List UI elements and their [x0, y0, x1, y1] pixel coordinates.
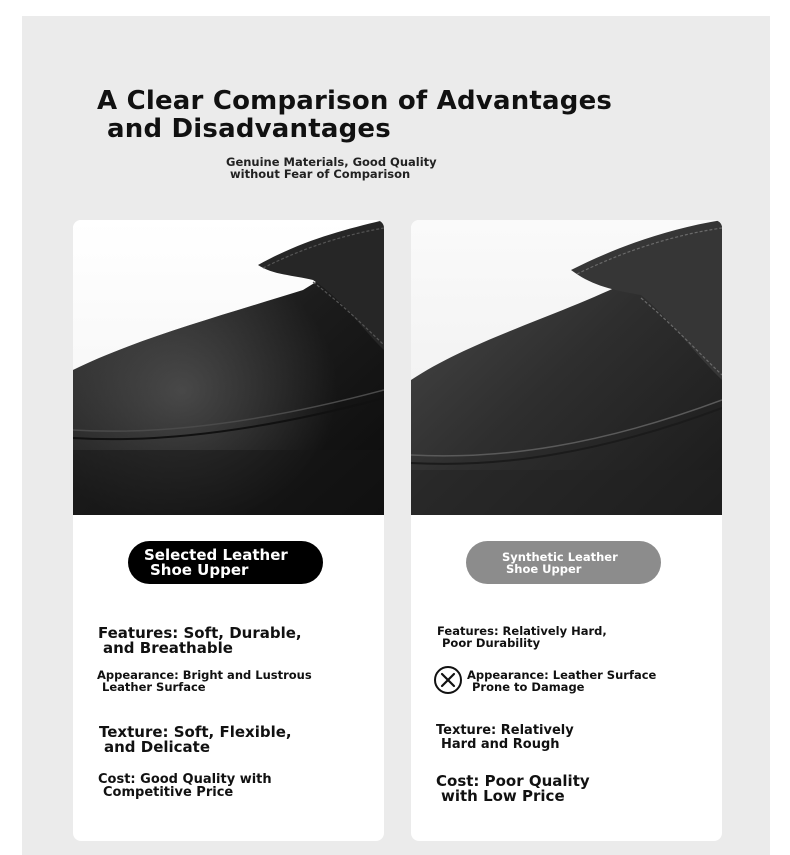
features-text	[437, 626, 607, 649]
subtitle-line-1: Genuine Materials, Good Quality	[226, 155, 437, 169]
cost-line-1: Cost: Good Quality with	[98, 772, 272, 787]
subtitle-line-2: without Fear of Comparison	[230, 167, 411, 181]
texture-line-1: Texture: Soft, Flexible,	[99, 723, 292, 741]
texture-line-2: and Delicate	[104, 738, 211, 756]
title-line-2: and Disadvantages	[107, 114, 391, 144]
features-line-2: and Breathable	[103, 639, 233, 657]
appearance-line-1: Appearance: Leather Surface	[467, 668, 657, 682]
cost-line-1: Cost: Poor Quality	[436, 772, 590, 790]
synthetic-leather-label	[466, 541, 661, 584]
label-line-2: Shoe Upper	[506, 561, 582, 576]
selected-leather-label	[128, 541, 323, 584]
appearance-text	[97, 670, 312, 693]
synthetic-leather-card	[411, 220, 722, 841]
appearance-line-2: Leather Surface	[102, 679, 206, 694]
cost-text	[98, 773, 272, 799]
texture-text	[99, 725, 292, 755]
features-line-1: Features: Soft, Durable,	[98, 624, 302, 642]
features-line-2: Poor Durability	[442, 635, 541, 650]
texture-line-2: Hard and Rough	[441, 737, 560, 752]
appearance-line-1: Appearance: Bright and Lustrous	[97, 668, 312, 682]
features-text	[98, 626, 302, 656]
cost-line-2: Competitive Price	[103, 785, 234, 800]
texture-text	[436, 724, 574, 752]
label-line-2: Shoe Upper	[150, 560, 249, 579]
cost-text	[436, 774, 590, 804]
appearance-line-2: Prone to Damage	[472, 679, 585, 694]
texture-line-1: Texture: Relatively	[436, 723, 574, 738]
cost-line-2: with Low Price	[441, 787, 565, 805]
page-subtitle	[226, 156, 546, 180]
circle-x-icon	[433, 665, 463, 695]
features-line-1: Features: Relatively Hard,	[437, 624, 607, 638]
label-line-1: Selected Leather	[144, 545, 288, 564]
label-line-1: Synthetic Leather	[502, 549, 618, 564]
genuine-leather-shoe-photo	[73, 220, 384, 515]
genuine-leather-card	[73, 220, 384, 841]
synthetic-leather-shoe-photo	[411, 220, 722, 515]
appearance-text	[467, 670, 656, 693]
page-title	[97, 87, 697, 143]
title-line-1: A Clear Comparison of Advantages	[97, 86, 613, 116]
